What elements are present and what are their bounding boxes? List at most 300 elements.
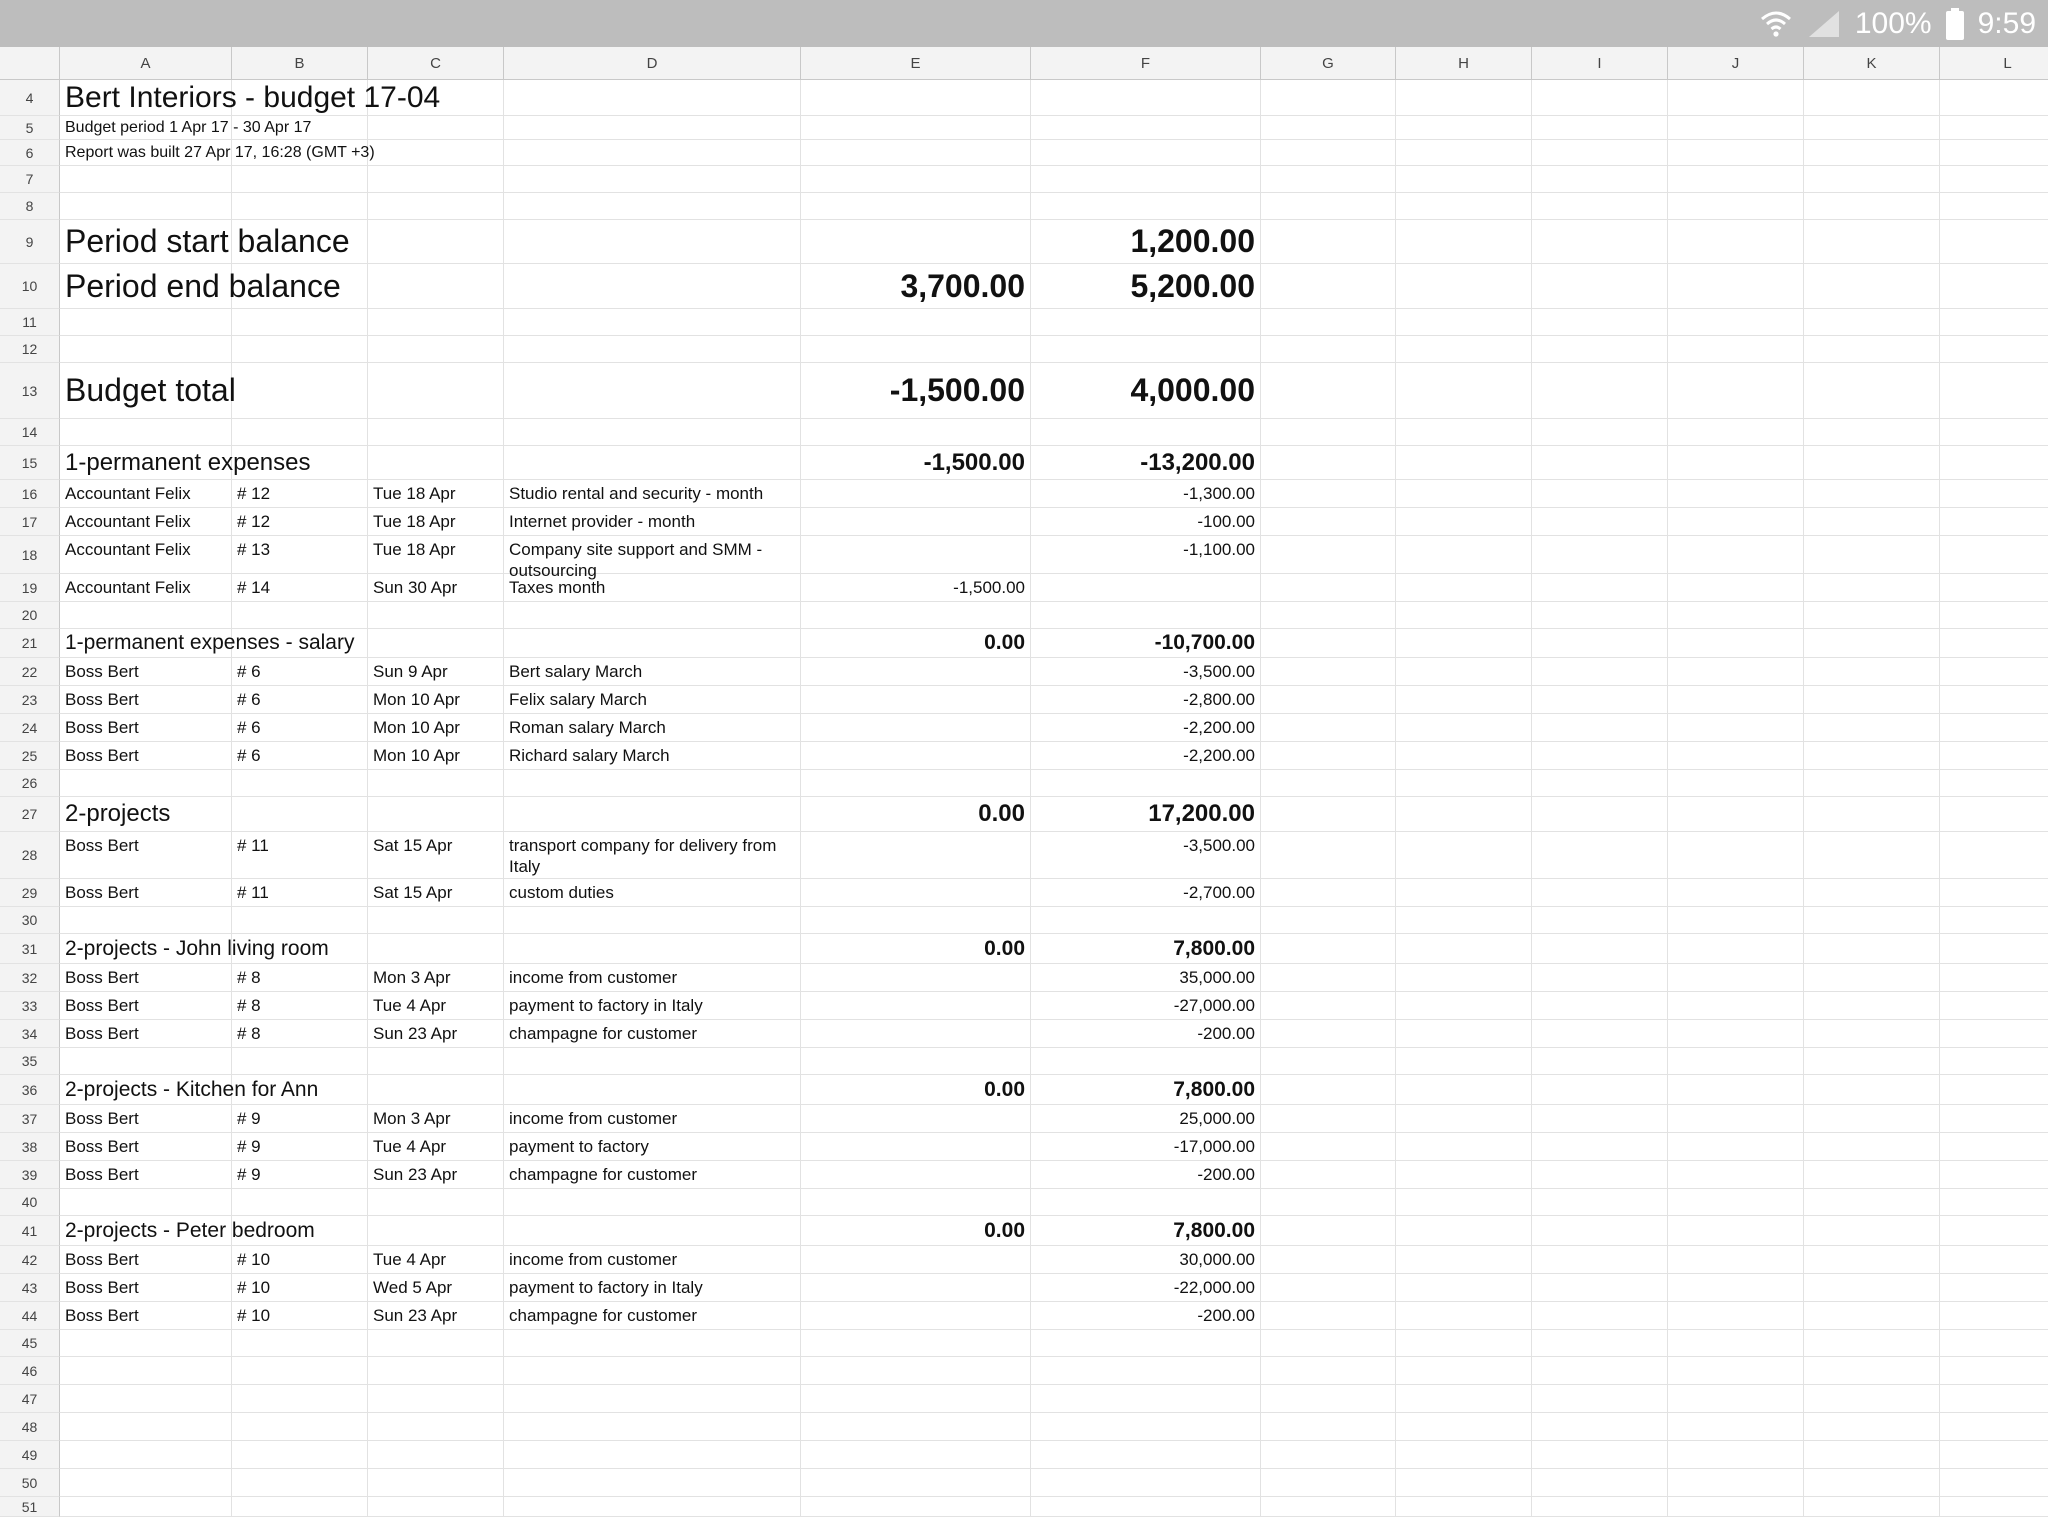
cell-k38[interactable] [1804,1133,1940,1161]
cell-d29[interactable] [504,879,801,907]
cell-d21[interactable] [504,629,801,658]
cell-l7[interactable] [1940,166,2048,193]
cell-f50[interactable] [1031,1469,1261,1497]
cell-c41[interactable] [368,1216,504,1246]
cell-h7[interactable] [1396,166,1532,193]
cell-e4[interactable] [801,80,1031,116]
cell-i12[interactable] [1532,336,1668,363]
cell-k43[interactable] [1804,1274,1940,1302]
cell-b26[interactable] [232,770,368,797]
cell-b51[interactable] [232,1497,368,1517]
cell-e39[interactable] [801,1161,1031,1189]
row-header[interactable]: 38 [0,1133,60,1161]
cell-e27[interactable] [801,797,1031,832]
cell-i25[interactable] [1532,742,1668,770]
cell-e30[interactable] [801,907,1031,934]
cell-e43[interactable] [801,1274,1031,1302]
cell-f27[interactable] [1031,797,1261,832]
cell-k4[interactable] [1804,80,1940,116]
cell-b25[interactable] [232,742,368,770]
cell-i50[interactable] [1532,1469,1668,1497]
cell-a14[interactable] [60,419,232,446]
cell-k31[interactable] [1804,934,1940,964]
cell-g7[interactable] [1261,166,1396,193]
cell-h13[interactable] [1396,363,1532,419]
cell-e14[interactable] [801,419,1031,446]
cell-e51[interactable] [801,1497,1031,1517]
cell-c5[interactable] [368,116,504,140]
row-header[interactable]: 32 [0,964,60,992]
spreadsheet-grid[interactable] [0,47,2048,1536]
row-header[interactable]: 30 [0,907,60,934]
cell-h6[interactable] [1396,140,1532,166]
cell-g8[interactable] [1261,193,1396,220]
cell-c29[interactable] [368,879,504,907]
cell-l15[interactable] [1940,446,2048,480]
cell-g5[interactable] [1261,116,1396,140]
cell-f49[interactable] [1031,1441,1261,1469]
row-header[interactable]: 45 [0,1330,60,1357]
row-header[interactable]: 50 [0,1469,60,1497]
cell-h30[interactable] [1396,907,1532,934]
cell-e18[interactable] [801,536,1031,574]
cell-c23[interactable] [368,686,504,714]
cell-d6[interactable] [504,140,801,166]
cell-l39[interactable] [1940,1161,2048,1189]
row-header[interactable]: 9 [0,220,60,264]
cell-l38[interactable] [1940,1133,2048,1161]
cell-d37[interactable] [504,1105,801,1133]
cell-k27[interactable] [1804,797,1940,832]
cell-i21[interactable] [1532,629,1668,658]
cell-c11[interactable] [368,309,504,336]
cell-c16[interactable] [368,480,504,508]
cell-c12[interactable] [368,336,504,363]
cell-k23[interactable] [1804,686,1940,714]
column-header-c[interactable]: C [368,47,504,80]
cell-f19[interactable] [1031,574,1261,602]
cell-j23[interactable] [1668,686,1804,714]
cell-g36[interactable] [1261,1075,1396,1105]
cell-h46[interactable] [1396,1357,1532,1385]
cell-g21[interactable] [1261,629,1396,658]
cell-a42[interactable] [60,1246,232,1274]
cell-b16[interactable] [232,480,368,508]
cell-a17[interactable] [60,508,232,536]
cell-h39[interactable] [1396,1161,1532,1189]
cell-a33[interactable] [60,992,232,1020]
cell-g31[interactable] [1261,934,1396,964]
row-header[interactable]: 14 [0,419,60,446]
cell-c48[interactable] [368,1413,504,1441]
cell-e11[interactable] [801,309,1031,336]
cell-c6[interactable] [368,140,504,166]
cell-k35[interactable] [1804,1048,1940,1075]
cell-a50[interactable] [60,1469,232,1497]
cell-b33[interactable] [232,992,368,1020]
cell-i51[interactable] [1532,1497,1668,1517]
cell-g51[interactable] [1261,1497,1396,1517]
cell-d20[interactable] [504,602,801,629]
cell-k22[interactable] [1804,658,1940,686]
cell-h23[interactable] [1396,686,1532,714]
cell-a36[interactable] [60,1075,319,1105]
cell-f17[interactable] [1031,508,1261,536]
cell-e19[interactable] [801,574,1031,602]
cell-f20[interactable] [1031,602,1261,629]
cell-i42[interactable] [1532,1246,1668,1274]
cell-k17[interactable] [1804,508,1940,536]
cell-e37[interactable] [801,1105,1031,1133]
cell-b37[interactable] [232,1105,368,1133]
cell-i32[interactable] [1532,964,1668,992]
row-header[interactable]: 8 [0,193,60,220]
cell-j20[interactable] [1668,602,1804,629]
select-all-corner[interactable] [0,47,60,80]
cell-k21[interactable] [1804,629,1940,658]
cell-g46[interactable] [1261,1357,1396,1385]
cell-f12[interactable] [1031,336,1261,363]
cell-k25[interactable] [1804,742,1940,770]
cell-l10[interactable] [1940,264,2048,309]
cell-i29[interactable] [1532,879,1668,907]
cell-e44[interactable] [801,1302,1031,1330]
cell-h9[interactable] [1396,220,1532,264]
column-header-b[interactable]: B [232,47,368,80]
cell-l21[interactable] [1940,629,2048,658]
cell-k15[interactable] [1804,446,1940,480]
cell-f11[interactable] [1031,309,1261,336]
row-header[interactable]: 11 [0,309,60,336]
cell-l47[interactable] [1940,1385,2048,1413]
cell-a15[interactable] [60,446,311,480]
column-header-j[interactable]: J [1668,47,1804,80]
cell-f21[interactable] [1031,629,1261,658]
cell-d41[interactable] [504,1216,801,1246]
cell-b22[interactable] [232,658,368,686]
cell-i37[interactable] [1532,1105,1668,1133]
cell-i24[interactable] [1532,714,1668,742]
cell-g26[interactable] [1261,770,1396,797]
cell-b23[interactable] [232,686,368,714]
cell-d11[interactable] [504,309,801,336]
cell-c7[interactable] [368,166,504,193]
cell-k30[interactable] [1804,907,1940,934]
cell-c36[interactable] [368,1075,504,1105]
cell-j29[interactable] [1668,879,1804,907]
row-header[interactable]: 17 [0,508,60,536]
cell-h19[interactable] [1396,574,1532,602]
cell-k50[interactable] [1804,1469,1940,1497]
cell-b38[interactable] [232,1133,368,1161]
cell-f7[interactable] [1031,166,1261,193]
cell-l45[interactable] [1940,1330,2048,1357]
cell-h18[interactable] [1396,536,1532,574]
cell-c15[interactable] [368,446,504,480]
cell-g25[interactable] [1261,742,1396,770]
row-header[interactable]: 29 [0,879,60,907]
cell-i10[interactable] [1532,264,1668,309]
cell-k12[interactable] [1804,336,1940,363]
cell-h8[interactable] [1396,193,1532,220]
cell-l51[interactable] [1940,1497,2048,1517]
cell-c21[interactable] [368,629,504,658]
cell-d28[interactable] [504,832,801,879]
cell-d51[interactable] [504,1497,801,1517]
cell-l9[interactable] [1940,220,2048,264]
cell-g16[interactable] [1261,480,1396,508]
cell-c34[interactable] [368,1020,504,1048]
cell-i30[interactable] [1532,907,1668,934]
cell-k9[interactable] [1804,220,1940,264]
cell-d14[interactable] [504,419,801,446]
cell-i14[interactable] [1532,419,1668,446]
cell-d39[interactable] [504,1161,801,1189]
cell-d33[interactable] [504,992,801,1020]
column-header-l[interactable]: L [1940,47,2048,80]
cell-f48[interactable] [1031,1413,1261,1441]
cell-a32[interactable] [60,964,232,992]
cell-f33[interactable] [1031,992,1261,1020]
cell-c19[interactable] [368,574,504,602]
cell-j13[interactable] [1668,363,1804,419]
cell-f15[interactable] [1031,446,1261,480]
cell-e9[interactable] [801,220,1031,264]
cell-i8[interactable] [1532,193,1668,220]
cell-j10[interactable] [1668,264,1804,309]
cell-d24[interactable] [504,714,801,742]
cell-a20[interactable] [60,602,232,629]
cell-g47[interactable] [1261,1385,1396,1413]
cell-a38[interactable] [60,1133,232,1161]
cell-d35[interactable] [504,1048,801,1075]
cell-d17[interactable] [504,508,801,536]
cell-k6[interactable] [1804,140,1940,166]
cell-b35[interactable] [232,1048,368,1075]
cell-l11[interactable] [1940,309,2048,336]
cell-h40[interactable] [1396,1189,1532,1216]
cell-f37[interactable] [1031,1105,1261,1133]
cell-f23[interactable] [1031,686,1261,714]
cell-g15[interactable] [1261,446,1396,480]
cell-d9[interactable] [504,220,801,264]
cell-h48[interactable] [1396,1413,1532,1441]
cell-a40[interactable] [60,1189,232,1216]
cell-d44[interactable] [504,1302,801,1330]
cell-e7[interactable] [801,166,1031,193]
cell-c44[interactable] [368,1302,504,1330]
cell-b12[interactable] [232,336,368,363]
row-header[interactable]: 42 [0,1246,60,1274]
cell-c30[interactable] [368,907,504,934]
cell-k14[interactable] [1804,419,1940,446]
cell-e25[interactable] [801,742,1031,770]
cell-l20[interactable] [1940,602,2048,629]
cell-l24[interactable] [1940,714,2048,742]
cell-e34[interactable] [801,1020,1031,1048]
cell-i17[interactable] [1532,508,1668,536]
cell-a43[interactable] [60,1274,232,1302]
cell-b47[interactable] [232,1385,368,1413]
column-header-h[interactable]: H [1396,47,1532,80]
cell-l36[interactable] [1940,1075,2048,1105]
cell-l22[interactable] [1940,658,2048,686]
cell-j38[interactable] [1668,1133,1804,1161]
cell-b7[interactable] [232,166,368,193]
row-header[interactable]: 23 [0,686,60,714]
cell-e40[interactable] [801,1189,1031,1216]
cell-a39[interactable] [60,1161,232,1189]
cell-c38[interactable] [368,1133,504,1161]
cell-i5[interactable] [1532,116,1668,140]
row-header[interactable]: 39 [0,1161,60,1189]
cell-i15[interactable] [1532,446,1668,480]
cell-i38[interactable] [1532,1133,1668,1161]
cell-a37[interactable] [60,1105,232,1133]
cell-h10[interactable] [1396,264,1532,309]
cell-a6[interactable] [60,140,375,166]
cell-e21[interactable] [801,629,1031,658]
cell-c24[interactable] [368,714,504,742]
cell-c22[interactable] [368,658,504,686]
cell-d43[interactable] [504,1274,801,1302]
cell-i35[interactable] [1532,1048,1668,1075]
cell-f10[interactable] [1031,264,1261,309]
cell-d19[interactable] [504,574,801,602]
cell-j34[interactable] [1668,1020,1804,1048]
cell-h31[interactable] [1396,934,1532,964]
cell-c28[interactable] [368,832,504,879]
cell-h22[interactable] [1396,658,1532,686]
cell-f31[interactable] [1031,934,1261,964]
cell-f13[interactable] [1031,363,1261,419]
cell-l44[interactable] [1940,1302,2048,1330]
cell-f47[interactable] [1031,1385,1261,1413]
cell-k5[interactable] [1804,116,1940,140]
row-header[interactable]: 19 [0,574,60,602]
cell-j45[interactable] [1668,1330,1804,1357]
cell-j16[interactable] [1668,480,1804,508]
cell-d47[interactable] [504,1385,801,1413]
cell-j48[interactable] [1668,1413,1804,1441]
cell-d34[interactable] [504,1020,801,1048]
row-header[interactable]: 33 [0,992,60,1020]
cell-j4[interactable] [1668,80,1804,116]
cell-l8[interactable] [1940,193,2048,220]
cell-k40[interactable] [1804,1189,1940,1216]
cell-f26[interactable] [1031,770,1261,797]
cell-f44[interactable] [1031,1302,1261,1330]
cell-g35[interactable] [1261,1048,1396,1075]
cell-h17[interactable] [1396,508,1532,536]
cell-c26[interactable] [368,770,504,797]
cell-h34[interactable] [1396,1020,1532,1048]
cell-k34[interactable] [1804,1020,1940,1048]
cell-c46[interactable] [368,1357,504,1385]
row-header[interactable]: 15 [0,446,60,480]
cell-d26[interactable] [504,770,801,797]
cell-h16[interactable] [1396,480,1532,508]
cell-h37[interactable] [1396,1105,1532,1133]
cell-g6[interactable] [1261,140,1396,166]
cell-g34[interactable] [1261,1020,1396,1048]
row-header[interactable]: 41 [0,1216,60,1246]
cell-b14[interactable] [232,419,368,446]
cell-a35[interactable] [60,1048,232,1075]
cell-b46[interactable] [232,1357,368,1385]
cell-d22[interactable] [504,658,801,686]
cell-e17[interactable] [801,508,1031,536]
cell-h15[interactable] [1396,446,1532,480]
cell-l48[interactable] [1940,1413,2048,1441]
cell-h25[interactable] [1396,742,1532,770]
cell-h38[interactable] [1396,1133,1532,1161]
cell-l4[interactable] [1940,80,2048,116]
cell-d50[interactable] [504,1469,801,1497]
cell-g44[interactable] [1261,1302,1396,1330]
cell-h33[interactable] [1396,992,1532,1020]
cell-j31[interactable] [1668,934,1804,964]
cell-j28[interactable] [1668,832,1804,879]
cell-e13[interactable] [801,363,1031,419]
cell-g14[interactable] [1261,419,1396,446]
cell-d38[interactable] [504,1133,801,1161]
cell-d13[interactable] [504,363,801,419]
cell-h36[interactable] [1396,1075,1532,1105]
cell-b17[interactable] [232,508,368,536]
cell-f22[interactable] [1031,658,1261,686]
cell-h47[interactable] [1396,1385,1532,1413]
cell-d40[interactable] [504,1189,801,1216]
cell-i20[interactable] [1532,602,1668,629]
cell-e45[interactable] [801,1330,1031,1357]
cell-h43[interactable] [1396,1274,1532,1302]
cell-i47[interactable] [1532,1385,1668,1413]
cell-j43[interactable] [1668,1274,1804,1302]
cell-a9[interactable] [60,220,350,264]
cell-a5[interactable] [60,116,312,140]
cell-f40[interactable] [1031,1189,1261,1216]
cell-b40[interactable] [232,1189,368,1216]
cell-k33[interactable] [1804,992,1940,1020]
cell-i28[interactable] [1532,832,1668,879]
cell-h11[interactable] [1396,309,1532,336]
cell-h35[interactable] [1396,1048,1532,1075]
column-header-f[interactable]: F [1031,47,1261,80]
cell-d49[interactable] [504,1441,801,1469]
cell-g48[interactable] [1261,1413,1396,1441]
cell-l23[interactable] [1940,686,2048,714]
cell-a8[interactable] [60,193,232,220]
cell-l26[interactable] [1940,770,2048,797]
row-header[interactable]: 10 [0,264,60,309]
cell-b24[interactable] [232,714,368,742]
cell-l37[interactable] [1940,1105,2048,1133]
cell-e33[interactable] [801,992,1031,1020]
cell-e28[interactable] [801,832,1031,879]
cell-a46[interactable] [60,1357,232,1385]
cell-h21[interactable] [1396,629,1532,658]
cell-d25[interactable] [504,742,801,770]
cell-k20[interactable] [1804,602,1940,629]
cell-d46[interactable] [504,1357,801,1385]
cell-a19[interactable] [60,574,232,602]
cell-c13[interactable] [368,363,504,419]
cell-l16[interactable] [1940,480,2048,508]
cell-j19[interactable] [1668,574,1804,602]
cell-a45[interactable] [60,1330,232,1357]
cell-i9[interactable] [1532,220,1668,264]
